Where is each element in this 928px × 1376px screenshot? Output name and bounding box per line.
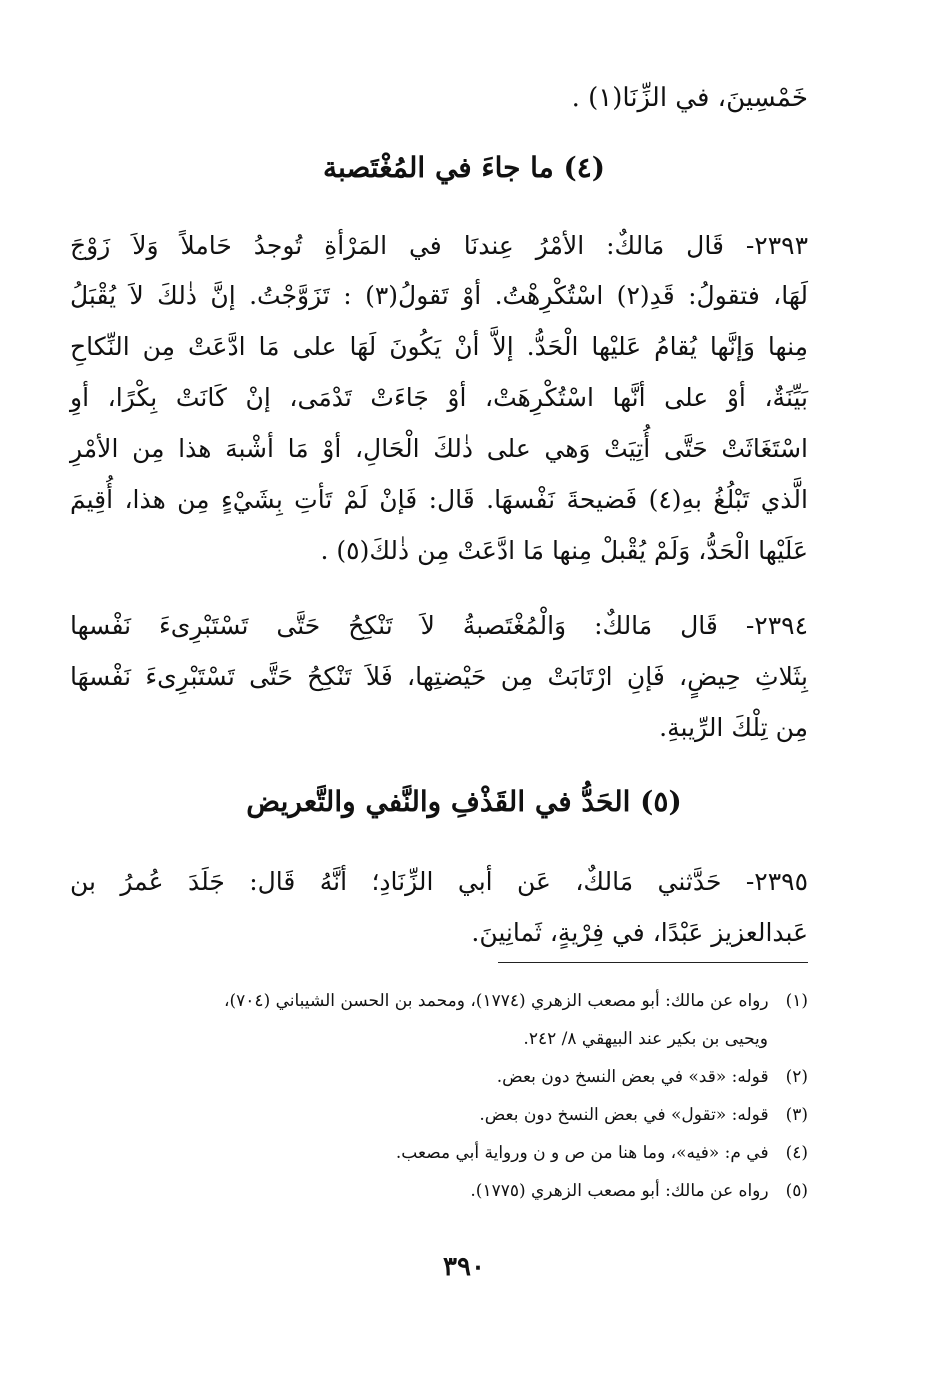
footnote-text: قوله: «قد» في بعض النسخ دون بعض. [496,1067,769,1087]
paragraph-line: بَيِّنَةٌ، أوْ على أنَّها اسْتُكْرِهَتْ، أوْ جَاءَتْ تَدْمَى، إنْ كَانَتْ بِكْرًا، أوِ [70,383,808,412]
footnote-text: قوله: «تقول» في بعض النسخ دون بعض. [479,1105,769,1125]
paragraph-line: ٢٣٩٥- حَدَّثني مَالكٌ، عَن أبي الزِّنَادِ؛ أنَّهُ قَال: جَلَدَ عُمرُ بن [70,867,808,896]
footnote-text: في م: «فيه»، وما هنا من ص و ن ورواية أبي مصعب. [395,1143,769,1163]
top-continuation-line: خَمْسِينَ، في الزِّنَا(١) . [571,83,808,113]
footnote-number: (٥) [785,1181,808,1201]
paragraph-line: لَهَا، فتقولُ: قَدِ(٢) اسْتُكْرِهْتُ. أوْ تَقولُ(٣) : تَزَوَّجْتُ. إنَّ ذٰلكَ لاَ يُقْبَلُ [70,281,808,310]
footnote-divider [498,962,808,963]
footnote-number: (٢) [785,1067,808,1087]
paragraph-line: مِنها وَإنَّها يُقامُ عَليْها الْحَدُّ. إلاَّ أنْ يَكُونَ لَهَا على مَا ادَّعَتْ مِن النِّكاحِ [70,332,808,361]
paragraph-line: مِن تِلْكَ الرِّيبةِ. [659,713,808,742]
footnote-3 [70,1100,808,1130]
paragraph-line: الَّذي تَبْلُغُ بهِ(٤) فَضيحةَ نَفْسهَا. قَال: فَإنْ لَمْ تَأتِ بِشَيْءٍ مِن هذا، أُقِيمَ [70,485,808,514]
footnote-number: (٤) [785,1143,808,1163]
footnote-number: (٣) [785,1105,808,1125]
paragraph-line: بِثَلاثِ حِيضٍ، فَإنِ ارْتَابَتْ مِن حَيْضتِها، فَلاَ تَنْكِحُ حَتَّى تَسْتَبْرِىءَ نَفْسهَا [70,662,808,691]
footnote-5 [70,1176,808,1206]
footnote-text: رواه عن مالك: أبو مصعب الزهري (١٧٧٥). [470,1181,769,1201]
footnote-number: (١) [785,991,808,1011]
footnote-1 [70,986,808,1016]
page-number: ٣٩٠ [443,1252,485,1282]
paragraph-line: عَبدالعزيز عَبْدًا، في فِرْيةٍ، ثَمانِينَ. [471,918,808,947]
section-4-heading: (٤) ما جاءَ في المُغْتَصبة [323,151,605,184]
footnote-text: رواه عن مالك: أبو مصعب الزهري (١٧٧٤)، ومحمد بن الحسن الشيباني (٧٠٤)، [224,991,769,1011]
section-5-heading: (٥) الحَدُّ في القَذْفِ والنَّفي والتَّعريض [246,785,682,818]
footnote-1-continuation: ويحيى بن بكير عند البيهقي ٨/ ٢٤٢. [523,1029,768,1049]
footnote-2 [70,1062,808,1092]
paragraph-line: اسْتَغَاثَتْ حَتَّى أُتِيَتْ وَهي على ذٰلكَ الْحَالِ، أوْ مَا أشْبهَ هذا مِن الأمْرِ [70,434,808,463]
paragraph-line: ٢٣٩٣- قَال مَالكٌ: الأمْرُ عِندنَا في المَرْأةِ تُوجدُ حَاملاً وَلاَ زَوْجَ [70,231,808,260]
paragraph-line: عَلَيْها الْحَدُّ، وَلَمْ يُقْبلْ مِنها مَا ادَّعَتْ مِن ذٰلكَ(٥) . [320,536,808,565]
footnote-4 [70,1138,808,1168]
paragraph-line: ٢٣٩٤- قَال مَالكٌ: وَالْمُغْتَصبةُ لاَ تَنْكِحُ حَتَّى تَسْتَبْرِىءَ نَفْسها [70,611,808,640]
